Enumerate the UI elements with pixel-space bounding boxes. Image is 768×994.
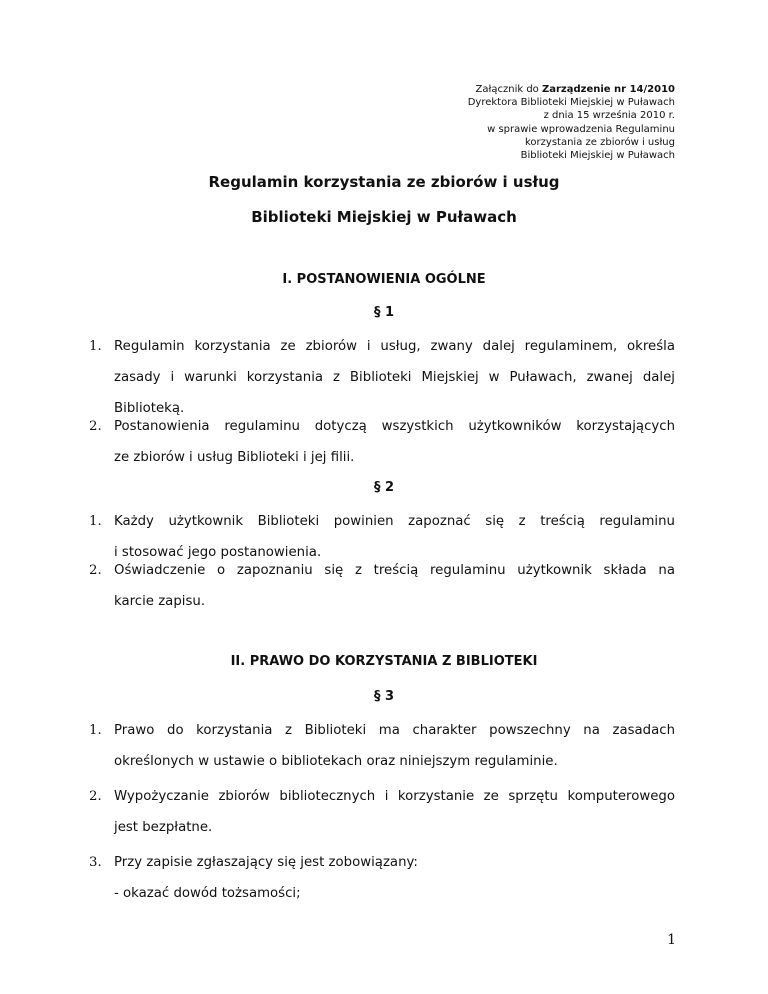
annex-ordinance-number: Zarządzenie nr 14/2010 — [541, 84, 675, 95]
section-heading-1: I. POSTANOWIENIA OGÓLNE — [282, 272, 486, 287]
annex-line-5: korzystania ze zbiorów i usług — [525, 136, 675, 148]
list-item: 2. Oświadczenie o zapoznaniu się z treścią regulaminu użytkownik składa na karcie zapisu. — [89, 555, 675, 617]
annex-line-4: w sprawie wprowadzenia Regulaminu — [487, 123, 675, 135]
item-number: 1. — [89, 723, 102, 738]
list-item: 1. Prawo do korzystania z Biblioteki ma charakter powszechny na zasadach określonych w ustawie o bibliotekach oraz niniejszym regulaminie. — [89, 715, 675, 777]
item-number: 2. — [89, 789, 102, 804]
annex-line-3: z dnia 15 września 2010 r. — [543, 110, 675, 122]
annex-header — [345, 83, 675, 162]
item-number: 1. — [89, 339, 102, 354]
item-number: 1. — [89, 514, 102, 529]
list-item: 2. Wypożyczanie zbiorów bibliotecznych i korzystanie ze sprzętu komputerowego jest bezpłatne. — [89, 781, 675, 843]
list-item: 1. Regulamin korzystania ze zbiorów i usług, zwany dalej regulaminem, określa zasady i warunki korzystania z Biblioteki Miejskiej w Puławach, zwanej dalej Biblioteką. — [89, 331, 675, 424]
list-item: 1. Każdy użytkownik Biblioteki powinien zapoznać się z treścią regulaminu i stosować jego postanowienia. — [89, 506, 675, 568]
annex-line-2: Dyrektora Biblioteki Miejskiej w Puławach — [467, 97, 675, 109]
list-item: 2. Postanowienia regulaminu dotyczą wszystkich użytkowników korzystających ze zbiorów i usług Biblioteki i jej filii. — [89, 411, 675, 473]
list-item: 3. Przy zapisie zgłaszający się jest zobowiązany: - okazać dowód tożsamości; — [89, 847, 675, 909]
annex-line-6: Biblioteki Miejskiej w Puławach — [520, 150, 675, 162]
item-number: 2. — [89, 419, 102, 434]
section-heading-2: II. PRAWO DO KORZYSTANIA Z BIBLIOTEKI — [230, 654, 538, 669]
item-number: 2. — [89, 563, 102, 578]
paragraph-label-2: § 2 — [373, 480, 395, 495]
paragraph-label-3: § 3 — [373, 689, 395, 704]
annex-line-1: Załącznik do Zarządzenie nr 14/2010 — [475, 84, 675, 95]
paragraph-label-1: § 1 — [373, 305, 395, 320]
item-number: 3. — [89, 855, 102, 870]
document-title-line-1: Regulamin korzystania ze zbiorów i usług — [208, 173, 560, 191]
document-title-line-2: Biblioteki Miejskiej w Puławach — [251, 208, 517, 226]
page-number: 1 — [667, 932, 676, 948]
